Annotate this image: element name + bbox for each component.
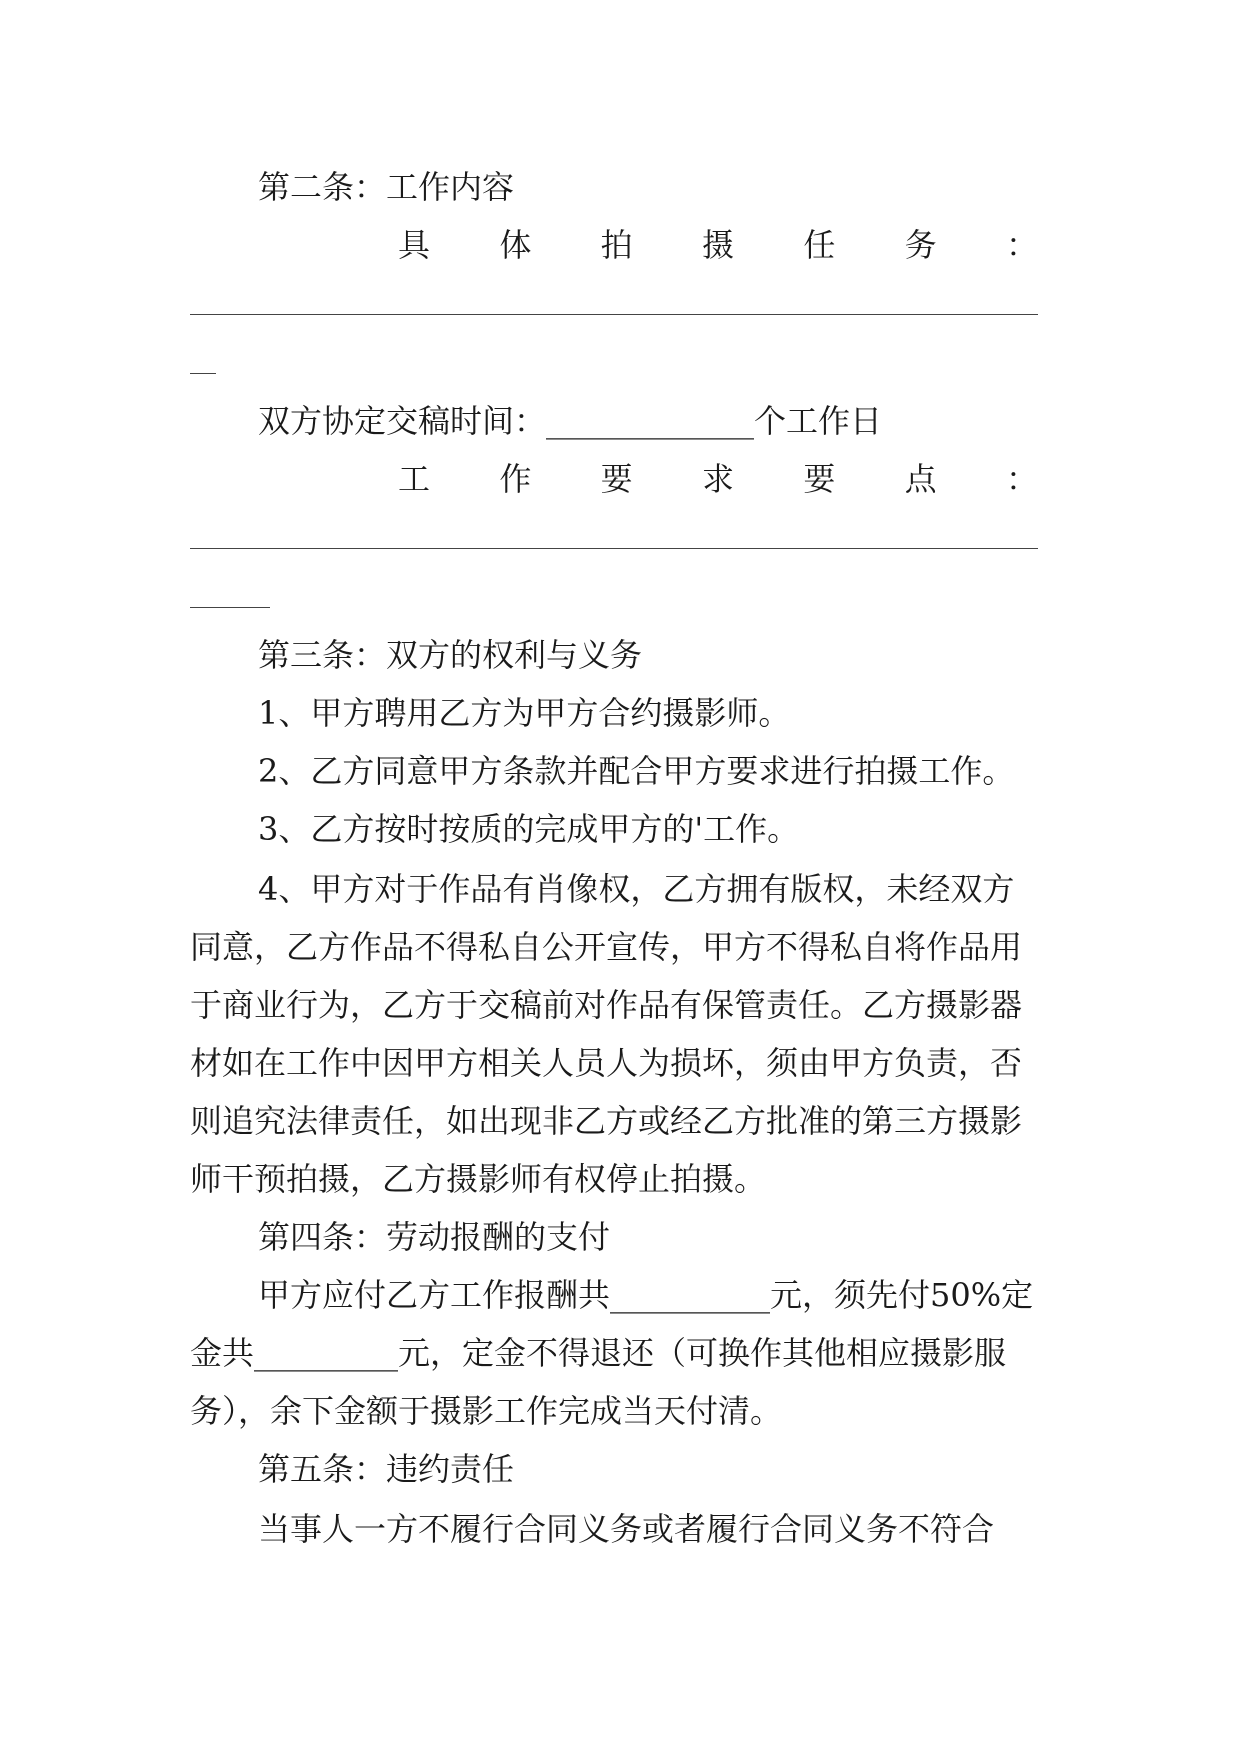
article-5-heading: 第五条：违约责任 — [258, 1450, 515, 1488]
article-3-item-3: 3、乙方按时按质的完成甲方的'工作。 — [258, 810, 800, 848]
article-4-line: 甲方应付乙方工作报酬共__________元，须先付50%定 — [258, 1276, 1034, 1314]
task-fill-line — [190, 314, 1038, 315]
shooting-task-label: 具 体 拍 摄 任 务 ： — [398, 226, 1038, 264]
article-3-item-4-line: 同意，乙方作品不得私自公开宣传，甲方不得私自将作品用 — [190, 928, 1023, 966]
article-2-heading: 第二条：工作内容 — [258, 168, 515, 206]
task-fill-line-end — [190, 373, 216, 374]
article-5-line: 当事人一方不履行合同义务或者履行合同义务不符合 — [258, 1510, 995, 1548]
article-3-item-4-line: 4、甲方对于作品有肖像权，乙方拥有版权，未经双方 — [258, 870, 1015, 908]
article-4-line: 金共_________元，定金不得退还（可换作其他相应摄影服 — [190, 1334, 1007, 1372]
deadline-blank: _____________ — [546, 402, 755, 440]
requirements-fill-line — [190, 548, 1038, 549]
article-3-item-1: 1、甲方聘用乙方为甲方合约摄影师。 — [258, 694, 791, 732]
requirements-label: 工 作 要 求 要 点 ： — [398, 460, 1038, 498]
article-4-line: 务），余下金额于摄影工作完成当天付清。 — [190, 1392, 783, 1430]
article-3-item-4-line: 师干预拍摄，乙方摄影师有权停止拍摄。 — [190, 1160, 767, 1198]
article-3-item-2: 2、乙方同意甲方条款并配合甲方要求进行拍摄工作。 — [258, 752, 1015, 790]
requirements-fill-line-end — [190, 607, 270, 608]
article-3-item-4-line: 材如在工作中因甲方相关人员人为损坏，须由甲方负责，否 — [190, 1044, 1023, 1082]
article-3-heading: 第三条：双方的权利与义务 — [258, 636, 643, 674]
article-4-heading: 第四条：劳动报酬的支付 — [258, 1218, 611, 1256]
article-3-item-4-line: 于商业行为，乙方于交稿前对作品有保管责任。乙方摄影器 — [190, 986, 1023, 1024]
deadline-line: 双方协定交稿时间：_____________个工作日 — [258, 402, 883, 440]
article-3-item-4-line: 则追究法律责任，如出现非乙方或经乙方批准的第三方摄影 — [190, 1102, 1023, 1140]
